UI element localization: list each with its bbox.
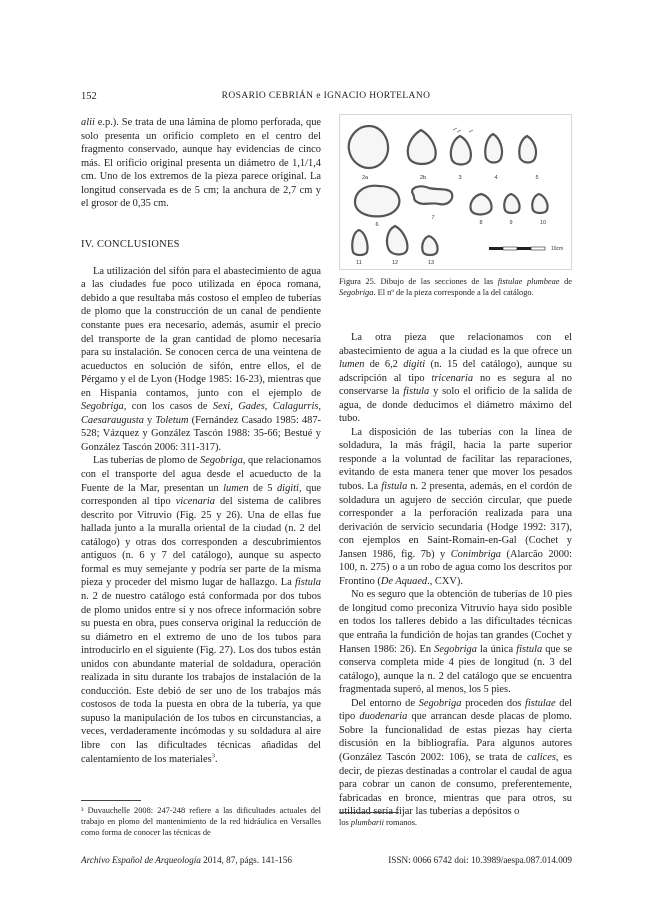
footer-journal: Archivo Español de Arqueología 2014, 87, págs. 141-156 [81, 855, 292, 865]
footnote-3: ³ Duvauchelle 2008: 247-248 refiere a las dificultades actuales del trabajo en plomo del mantenimiento de la red hidráulica en Versalles como forma de conocer las técnicas de [81, 806, 321, 837]
paragraph-soldadura: La disposición de las tuberías con la línea de soldadura, la más frágil, hacia la parte superior responde a la voluntad de facilitar las reparaciones, evitando de esta manera tener que mover los pesados tubos. La fistula n. 2 presenta, además, en el cordón de soldadura un agujero de sección circular, que puede corresponder a la perforación realizada para una derivación de servicio secundaria (Hodge 1992: 317), con ejemplos en Saint-Romain-en-Gal (Cochet y Jansen 1986, fig. 7b) y Conimbriga (Alarcão 2000: 100, n. 275) o a un robo de agua como los descritos por Frontino (De Aquaed., CXV). [339, 426, 572, 587]
fig-label-10: 10 [539, 220, 547, 226]
footnote-rule-right [339, 812, 399, 813]
fig-label-3: 3 [458, 175, 462, 181]
fig-label-13: 13 [427, 260, 435, 266]
fig-label-4: 4 [494, 175, 498, 181]
paragraph-catalog-end: alii e.p.). Se trata de una lámina de plomo perforada, que solo presenta un orificio completo en el centro del fragmento conservado, aunque hay evidencias de cinco más. El orificio original presenta un diámetro de 1,1/1,4 cm. Uno de los extremos de la pieza parece original. La longitud conservada es de 5 cm; la anchura de 2,7 cm y el grosor de 0,35 cm. [81, 117, 321, 210]
fig-label-2b: 2b [419, 175, 427, 181]
right-column [339, 331, 572, 819]
fig-label-6: 6 [375, 222, 379, 228]
footnote-continuation: los plumbarii romanos. [339, 818, 417, 827]
fig-label-12: 12 [391, 260, 399, 266]
section-2a [349, 126, 388, 168]
page-number: 152 [81, 91, 97, 102]
figure-25-pipe-sections [339, 114, 572, 270]
left-column [81, 116, 321, 766]
footer-issn-doi: ISSN: 0066 6742 doi: 10.3989/aespa.087.014.009 [388, 855, 572, 865]
scale-label: 10cm [551, 246, 564, 252]
footnote-rule-left [81, 800, 141, 801]
running-header-authors: ROSARIO CEBRIÁN e IGNACIO HORTELANO [221, 91, 431, 101]
fig-label-2a: 2a [361, 175, 369, 181]
fig-label-11: 11 [356, 260, 362, 266]
paragraph-sifon: La utilización del sifón para el abastecimiento de agua a las ciudades fue poco utilizada en época romana, debido a que resultaba más costoso el empleo de tuberías de plomo que la construcción de un canal de pendiente constante pues era necesario, además, asumir el precio del transporte de la gran cantidad de plomo necesaria para su instalación. Se conocen cerca de una veintena de acueductos en solución de sifón, entre ellos, el de Pérgamo y el de Lyon (Hodge 1985: 16-23), mientras que en Hispania contamos, junto con el ejemplo de Segobriga, con los casos de Sexi, Gades, Calagurris, Caesaraugusta y Toletum (Fernández Casado 1985: 487-528; Vázquez y González Tascón 1988: 35-66; Bestué y González Tascón 2006: 311-317). [81, 265, 322, 453]
paragraph-tricenaria: La otra pieza que relacionamos con el abastecimiento de agua a la ciudad es la que ofrece un lumen de 6,2 digiti (n. 15 del catálogo), aunque su adscripción al tipo tricenaria no es segura al no conservarse la fistula y solo el orificio de la salida de agua, de donde deducimos el diámetro máximo del tubo. [339, 332, 572, 425]
footnote-ref: 3 [211, 752, 215, 760]
section-8 [470, 194, 491, 215]
fig-label-7: 7 [431, 215, 435, 221]
paragraph-entorno: Del entorno de Segobriga proceden dos fistulae del tipo duodenaria que arrancan desde placas de plomo. Sobre la funcionalidad de estas piezas hay cierta discusión en la bibliografía. Para algunos autores (González Tascón 2002: 106), se trata de calices, es decir, de piezas destinadas a controlar el caudal de agua para cobrar un canon de consumo, preferentemente, fabricadas en bronce, mientras que para otros, su utilidad sería fijar las tuberías a depósitos o [339, 697, 573, 818]
paragraph-longitud: No es seguro que la obtención de tuberías de 10 pies de longitud como preconiza Vitruvio haya sido posible en todos los talleres debido a las dificultades técnicas que entraña la fundición de hojas tan grandes (Cochet y Hansen 1986: 26). En Segobriga la única fistula que se conserva completa mide 4 pies de longitud (n. 3 del catálogo), aunque la n. 2 del catálogo que se encuentra fragmentada superó, al menos, los 5 pies. [339, 589, 573, 696]
section-7 [412, 186, 452, 204]
paragraph-tuberias: Las tuberías de plomo de Segobriga, que relacionamos con el transporte del agua desde el acueducto de la Fuente de la Mar, presentan un lumen de 5 digiti, que corresponden al tipo vicenaria del sistema de calibres descrito por Vitruvio (Fig. 25 y 26). Una de ellas fue hallada junto a la muralla oriental de la ciudad (n. 2 del catálogo) y otras dos corresponden a descubrimientos antiguos (n. 6 y 7 del catálogo), aunque su aspecto formal es muy semejante y podría ser parte de la misma pieza y proceder del mismo lugar de hallazgo. La fistula n. 2 de nuestro catálogo está conformada por dos tubos de plomo unidos entre sí y nos ofrece información sobre su puesta en obra, pues conserva original la reducción de su diámetro en el extremo de uno de los tubos para introducirlo en el siguiente (Fig. 27). Los dos tubos están unidos con abundante material de soldadura, operación realizada in situ durante los trabajos de instalación de la conducción. Este debió de ser uno de los trabajos más costosos de toda la puesta en obra de la tubería, ya que supuso la manipulación de los tubos en circunstancias, a veces, verdaderamente incómodas y su soldadura al aire libre con las dificultades técnicas añadidas del calentamiento de los materiales$^3$. [81, 455, 322, 765]
fig-label-9: 9 [509, 220, 513, 226]
section-heading-conclusiones: IV. CONCLUSIONES [81, 238, 180, 250]
section-6 [355, 186, 399, 217]
fig-label-5: 5 [535, 175, 539, 181]
pipe-sections-drawing [339, 114, 572, 270]
fig-label-8: 8 [479, 220, 483, 226]
figure-caption: Figura 25. Dibujo de las secciones de las fistulae plumbeae de Segobriga. El nº de la pieza corresponde a la del catálogo. [339, 277, 572, 297]
